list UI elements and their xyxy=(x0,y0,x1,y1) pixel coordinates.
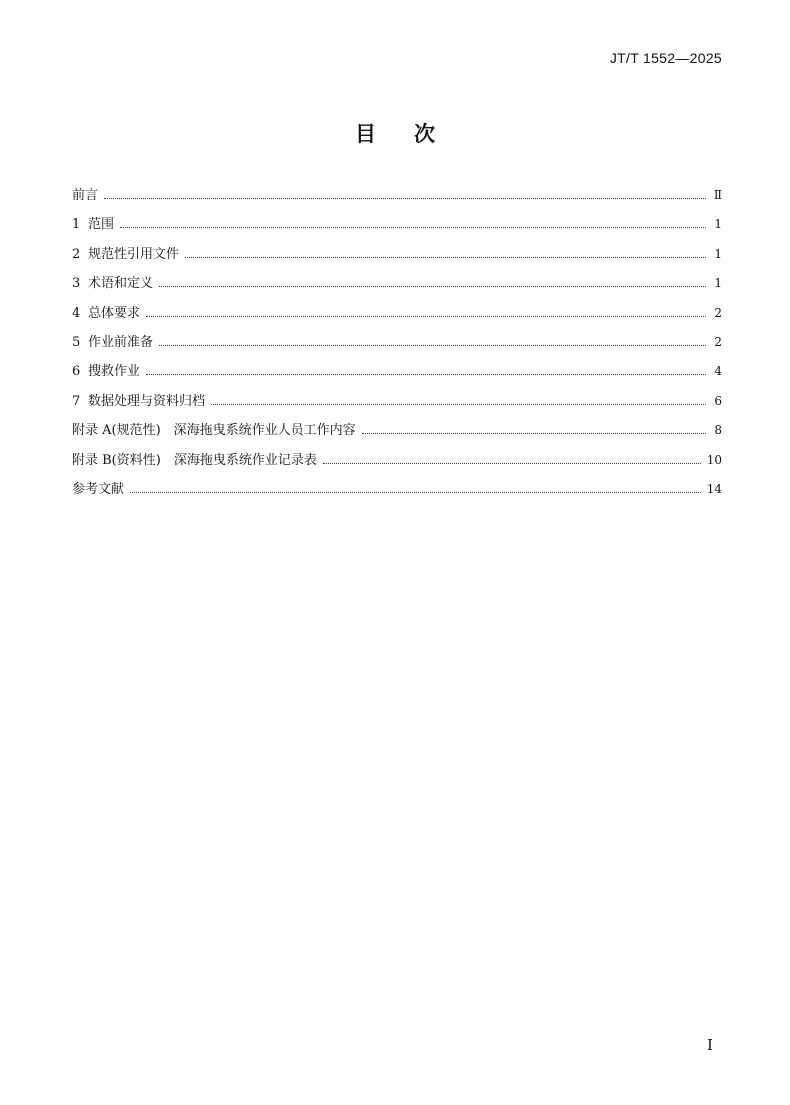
page-number: Ⅰ xyxy=(707,1036,713,1054)
standard-code: JT/T 1552—2025 xyxy=(609,50,722,66)
toc-entry-label: 搜救作业 xyxy=(88,364,141,380)
toc-entry-normative-references[interactable] xyxy=(72,243,722,272)
toc-entry-appendix-a[interactable] xyxy=(72,419,722,448)
toc-entry-page: 2 xyxy=(714,334,722,349)
toc-entry-label: 总体要求 xyxy=(88,305,141,321)
toc-leader-dots xyxy=(130,492,701,493)
toc-entry-label: 附录 B(资料性) 深海拖曳系统作业记录表 xyxy=(72,452,317,468)
toc-leader-dots xyxy=(362,433,706,434)
toc-entry-scope[interactable] xyxy=(72,213,722,242)
toc-entry-number: 2 xyxy=(72,246,81,262)
toc-leader-dots xyxy=(146,316,706,317)
toc-entry-label: 术语和定义 xyxy=(88,276,154,292)
toc-entry-number: 7 xyxy=(72,393,81,409)
toc-leader-dots xyxy=(159,345,706,346)
toc-leader-dots xyxy=(120,227,706,228)
toc-entry-search-rescue[interactable] xyxy=(72,360,722,389)
toc-leader-dots xyxy=(104,198,706,199)
toc-entry-foreword[interactable] xyxy=(72,184,722,213)
toc-entry-page: Ⅱ xyxy=(713,188,722,202)
toc-entry-number: 6 xyxy=(72,364,81,380)
toc-entry-page: 14 xyxy=(706,481,722,496)
toc-entry-number: 3 xyxy=(72,276,81,292)
toc-entry-label: 附录 A(规范性) 深海拖曳系统作业人员工作内容 xyxy=(72,423,356,439)
toc-entry-label: 范围 xyxy=(88,217,115,233)
toc-entry-label: 前言 xyxy=(72,188,99,203)
toc-entry-appendix-b[interactable] xyxy=(72,449,722,478)
toc-entry-page: 4 xyxy=(714,364,722,379)
toc-leader-dots xyxy=(159,286,706,287)
toc-entry-bibliography[interactable] xyxy=(72,478,722,507)
toc-entry-page: 8 xyxy=(714,423,722,438)
toc-entry-page: 1 xyxy=(714,276,722,291)
toc-entry-page: 10 xyxy=(706,452,722,467)
toc-leader-dots xyxy=(146,374,706,375)
toc-entry-general-requirements[interactable] xyxy=(72,302,722,331)
toc-entry-terms-definitions[interactable] xyxy=(72,272,722,301)
page-title: 目次 xyxy=(355,122,473,146)
toc-entry-label: 数据处理与资料归档 xyxy=(88,393,206,409)
toc-leader-dots xyxy=(185,257,706,258)
toc-entry-page: 1 xyxy=(714,246,722,261)
toc-entry-label: 规范性引用文件 xyxy=(88,246,180,262)
toc-leader-dots xyxy=(211,404,706,405)
toc-entry-number: 1 xyxy=(72,217,81,233)
toc-entry-label: 作业前准备 xyxy=(88,334,154,350)
table-of-contents xyxy=(72,184,722,507)
toc-entry-data-processing[interactable] xyxy=(72,390,722,419)
toc-entry-page: 1 xyxy=(714,217,722,232)
toc-entry-page: 6 xyxy=(714,393,722,408)
toc-entry-number: 4 xyxy=(72,305,81,321)
toc-entry-number: 5 xyxy=(72,334,81,350)
toc-entry-page: 2 xyxy=(714,305,722,320)
toc-entry-pre-operation[interactable] xyxy=(72,331,722,360)
toc-entry-label: 参考文献 xyxy=(72,481,125,497)
toc-leader-dots xyxy=(323,463,701,464)
